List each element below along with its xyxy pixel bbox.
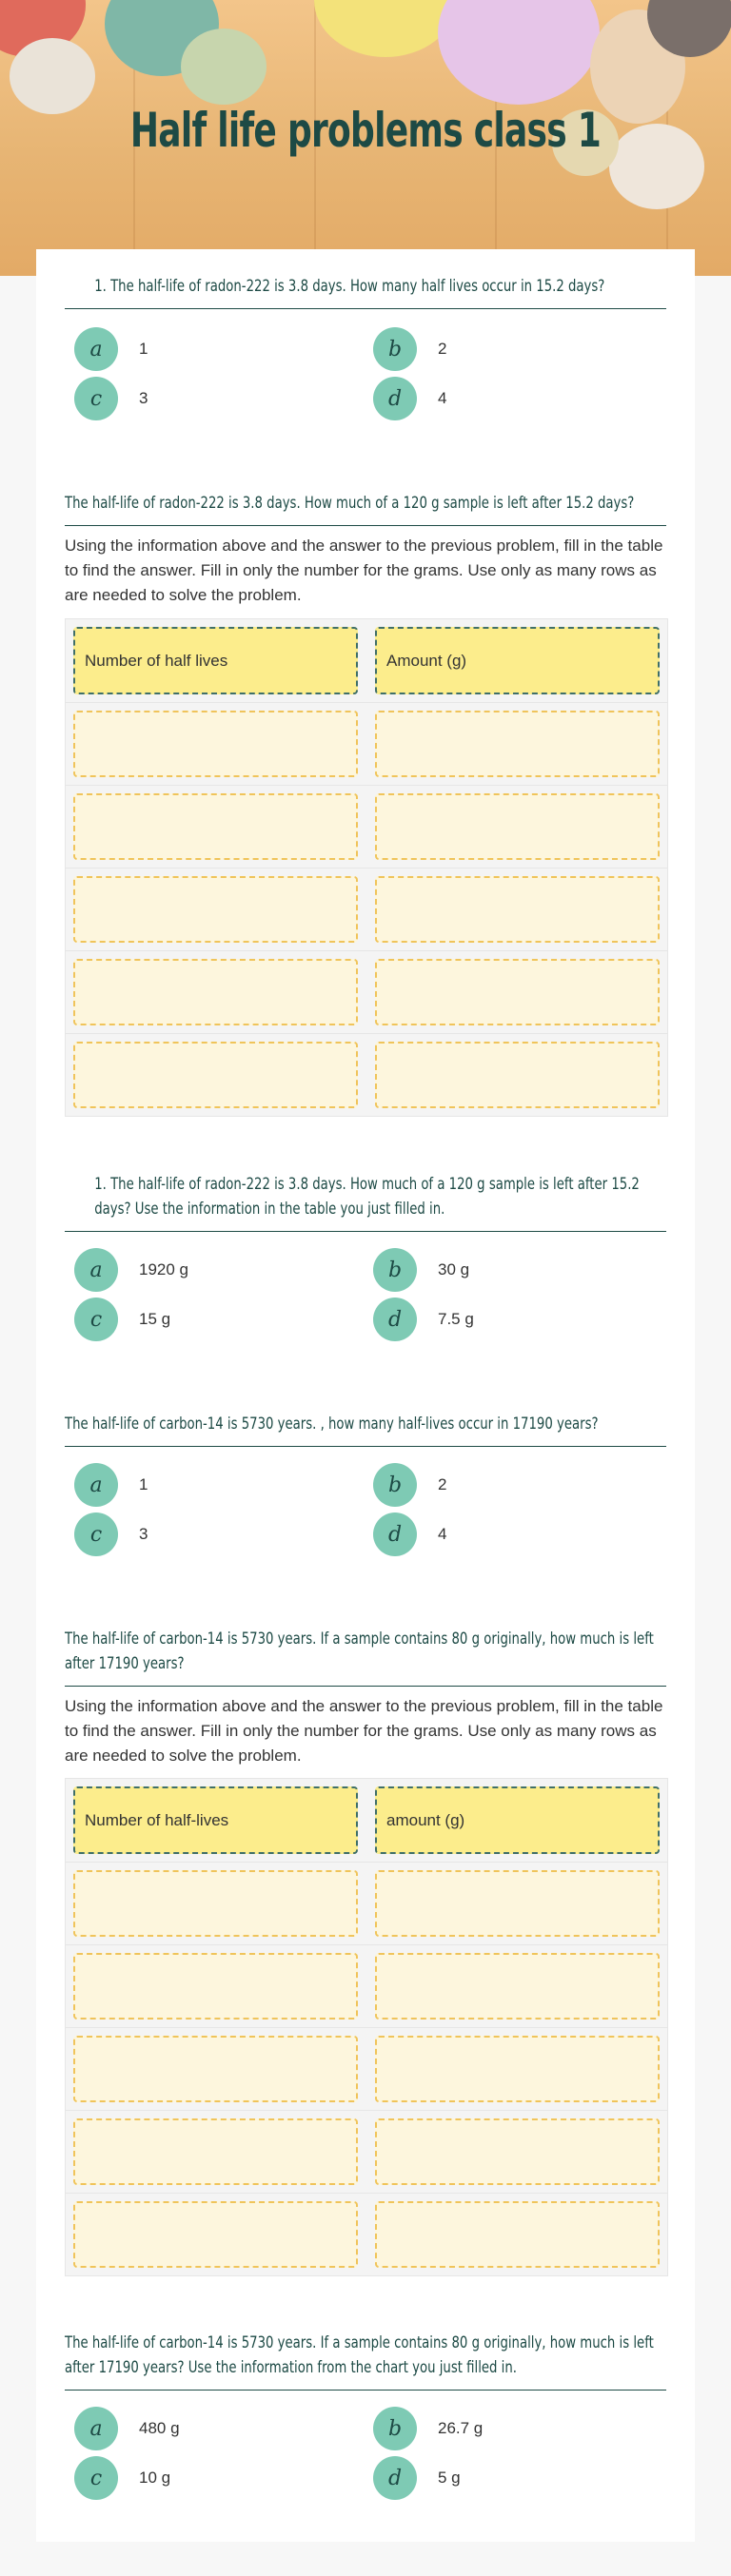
option-label: 1 [139, 340, 148, 358]
column-header-half-lives: Number of half lives [73, 627, 358, 694]
blank-cell-input[interactable] [375, 793, 660, 860]
option-label: 1 [139, 1475, 148, 1493]
blank-cell-input[interactable] [73, 1870, 358, 1937]
option-label: 15 g [139, 1310, 171, 1328]
column-header-amount: Amount (g) [375, 627, 660, 694]
option-letter-badge: b [373, 1463, 417, 1507]
option-letter-badge: d [373, 2456, 417, 2500]
blank-cell-input[interactable] [73, 1953, 358, 2020]
blank-cell-input[interactable] [375, 876, 660, 943]
option-d[interactable] [373, 2456, 461, 2500]
table-row [66, 1862, 667, 1944]
option-c[interactable] [74, 2456, 170, 2500]
question-4 [65, 1412, 666, 1447]
blank-cell-input[interactable] [375, 711, 660, 777]
blank-cell-input[interactable] [375, 1042, 660, 1108]
blank-cell-input[interactable] [73, 959, 358, 1025]
blank-cell-input[interactable] [375, 1953, 660, 2020]
question-instructions: Using the information above and the answer to the previous problem, fill in the table to find the answer. Fill in only the number for the grams. Use only as many rows as are needed to solve the problem. [65, 1697, 663, 1765]
option-b[interactable] [373, 2407, 483, 2450]
option-label: 1920 g [139, 1260, 188, 1278]
table-header-row [66, 1779, 667, 1862]
page-title: Half life problems class 1 [129, 103, 602, 158]
table-row [66, 950, 667, 1033]
table-row [66, 868, 667, 950]
option-letter-badge: b [373, 1248, 417, 1292]
fill-in-table-2 [65, 1778, 668, 2276]
option-letter-badge: c [74, 2456, 118, 2500]
blank-cell-input[interactable] [375, 959, 660, 1025]
question-3 [65, 1172, 666, 1232]
option-a[interactable] [74, 327, 148, 371]
question-heading: The half-life of carbon-14 is 5730 years. If a sample contains 80 g originally, how much is left after 17190 years? Use the information from the chart you just filled in. [65, 2333, 654, 2377]
option-label: 4 [438, 1525, 447, 1543]
divider [65, 1686, 666, 1687]
option-letter-badge: b [373, 327, 417, 371]
divider [65, 525, 666, 526]
option-label: 2 [438, 1475, 447, 1493]
blank-cell-input[interactable] [73, 2201, 358, 2268]
hero-banner [0, 0, 731, 276]
option-label: 3 [139, 389, 148, 407]
blank-cell-input[interactable] [375, 2118, 660, 2185]
option-label: 5 g [438, 2469, 461, 2487]
divider [65, 308, 666, 309]
table-row [66, 2193, 667, 2275]
option-c[interactable] [74, 1298, 170, 1341]
table-row [66, 785, 667, 868]
blank-cell-input[interactable] [73, 711, 358, 777]
fill-in-table-1 [65, 618, 668, 1117]
shell-decoration [314, 0, 457, 57]
option-label: 30 g [438, 1260, 470, 1278]
table-row [66, 2110, 667, 2193]
option-letter-badge: a [74, 327, 118, 371]
question-1 [65, 274, 666, 309]
blank-cell-input[interactable] [375, 1870, 660, 1937]
option-d[interactable] [373, 1512, 446, 1556]
question-heading: 1. The half-life of radon-222 is 3.8 days. How much of a 120 g sample is left after 15.2 days? Use the information in the table you just filled in. [94, 1175, 640, 1219]
blank-cell-input[interactable] [73, 793, 358, 860]
question-6 [65, 2331, 666, 2391]
option-label: 2 [438, 340, 447, 358]
shell-decoration [438, 0, 600, 105]
divider [65, 1446, 666, 1447]
blank-cell-input[interactable] [73, 2036, 358, 2102]
shell-decoration [10, 38, 95, 114]
blank-cell-input[interactable] [73, 2118, 358, 2185]
question-instructions: Using the information above and the answer to the previous problem, fill in the table to find the answer. Fill in only the number for the grams. Use only as many rows as are needed to solve the problem. [65, 537, 663, 604]
divider [65, 1231, 666, 1232]
option-letter-badge: d [373, 1298, 417, 1341]
option-d[interactable] [373, 377, 446, 420]
question-2 [65, 491, 666, 608]
question-5 [65, 1627, 666, 1768]
worksheet [36, 249, 695, 2542]
option-label: 26.7 g [438, 2419, 484, 2437]
option-letter-badge: b [373, 2407, 417, 2450]
option-letter-badge: c [74, 1298, 118, 1341]
option-c[interactable] [74, 1512, 148, 1556]
question-heading: The half-life of carbon-14 is 5730 years. If a sample contains 80 g originally, how much is left after 17190 years? [65, 1630, 654, 1673]
blank-cell-input[interactable] [375, 2201, 660, 2268]
option-letter-badge: d [373, 1512, 417, 1556]
option-d[interactable] [373, 1298, 474, 1341]
shell-decoration [181, 29, 267, 105]
option-letter-badge: c [74, 377, 118, 420]
table-row [66, 2027, 667, 2110]
question-heading: The half-life of radon-222 is 3.8 days. How much of a 120 g sample is left after 15.2 days? [65, 494, 635, 513]
column-header-amount: amount (g) [375, 1786, 660, 1854]
option-b[interactable] [373, 327, 446, 371]
table-row [66, 1033, 667, 1116]
option-letter-badge: c [74, 1512, 118, 1556]
option-letter-badge: a [74, 1463, 118, 1507]
table-row [66, 702, 667, 785]
question-heading: The half-life of carbon-14 is 5730 years. , how many half-lives occur in 17190 years? [65, 1415, 599, 1434]
question-heading: 1. The half-life of radon-222 is 3.8 days. How many half lives occur in 15.2 days? [94, 277, 605, 296]
option-letter-badge: d [373, 377, 417, 420]
option-c[interactable] [74, 377, 148, 420]
option-label: 4 [438, 389, 447, 407]
option-a[interactable] [74, 1463, 148, 1507]
option-a[interactable] [74, 1248, 188, 1292]
blank-cell-input[interactable] [73, 1042, 358, 1108]
table-row [66, 1944, 667, 2027]
option-letter-badge: a [74, 2407, 118, 2450]
option-label: 10 g [139, 2469, 171, 2487]
divider [65, 2390, 666, 2391]
option-b[interactable] [373, 1463, 446, 1507]
option-label: 480 g [139, 2419, 180, 2437]
blank-cell-input[interactable] [375, 2036, 660, 2102]
option-a[interactable] [74, 2407, 180, 2450]
table-header-row [66, 619, 667, 702]
option-letter-badge: a [74, 1248, 118, 1292]
blank-cell-input[interactable] [73, 876, 358, 943]
column-header-half-lives: Number of half-lives [73, 1786, 358, 1854]
option-label: 7.5 g [438, 1310, 474, 1328]
option-b[interactable] [373, 1248, 469, 1292]
option-label: 3 [139, 1525, 148, 1543]
